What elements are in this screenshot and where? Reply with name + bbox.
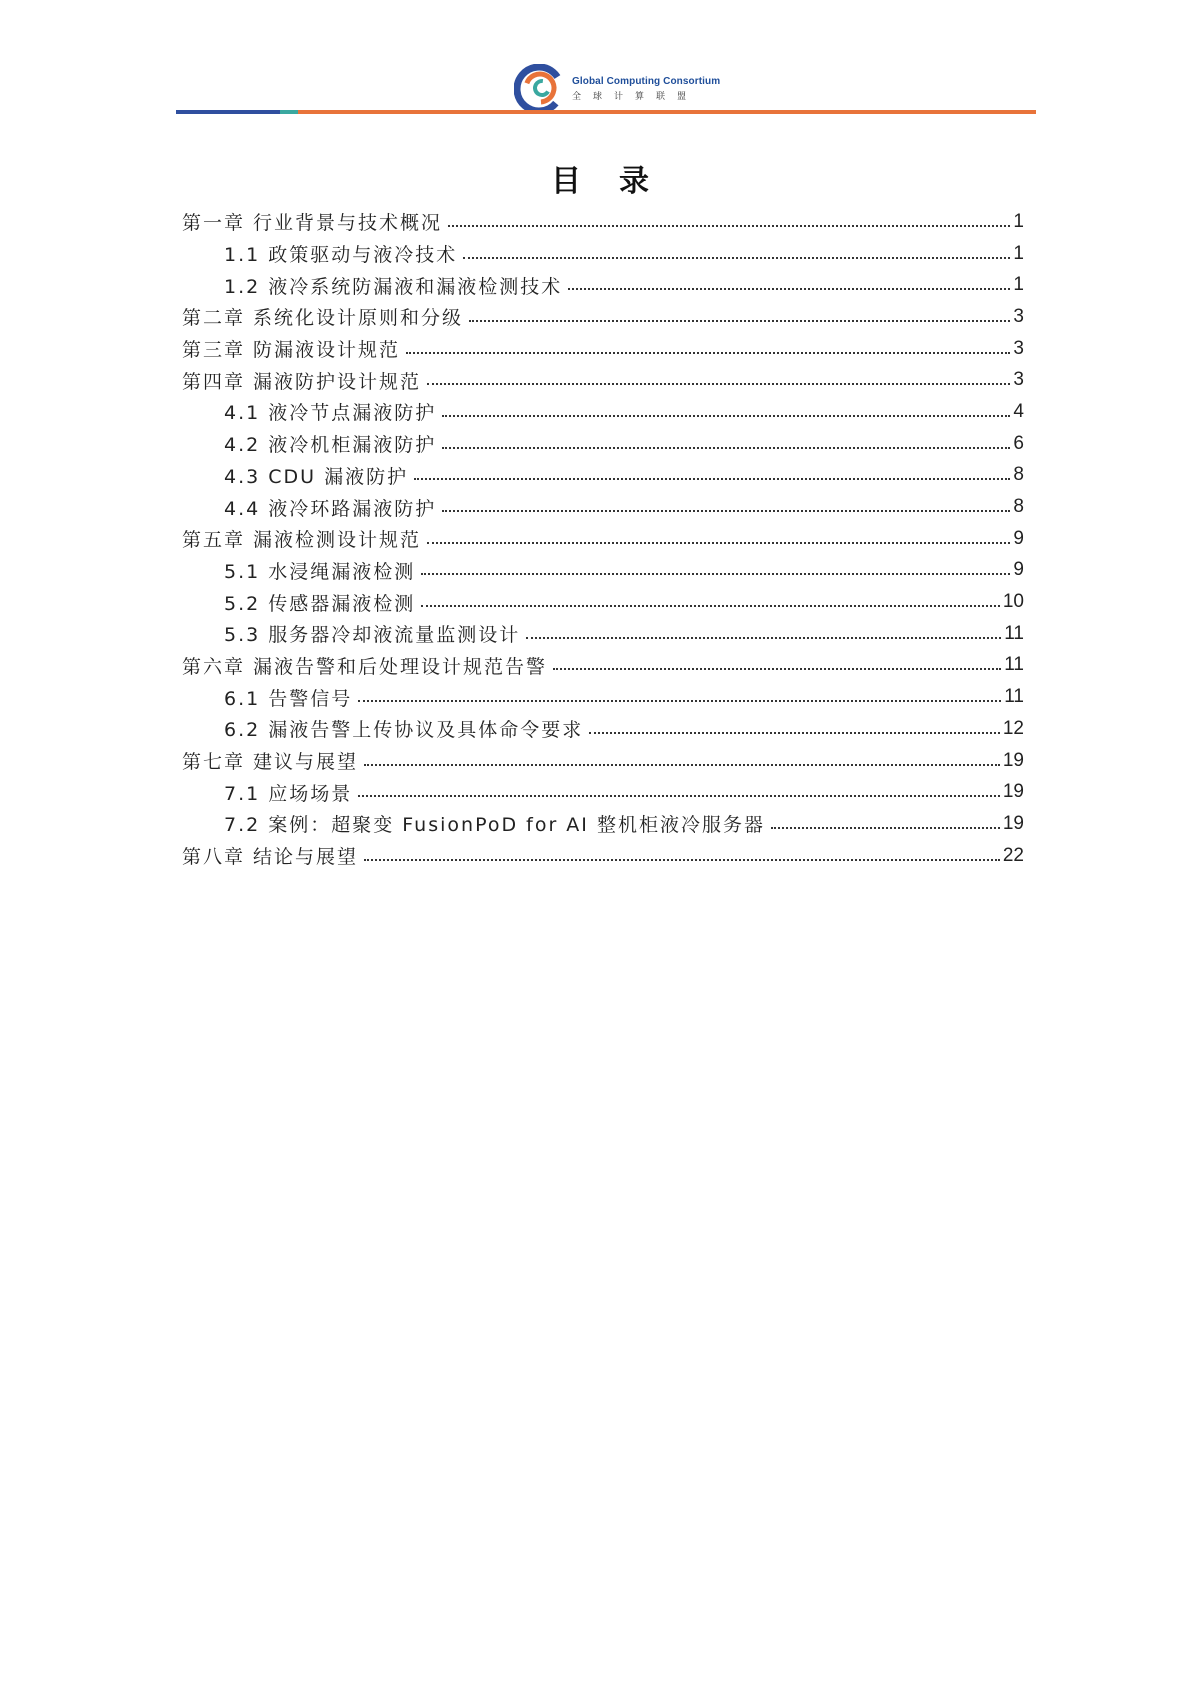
toc-chapter-entry[interactable] [182,364,1024,396]
toc-entry-label: 4.4 液冷环路漏液防护 [224,497,437,520]
logo-english-name: Global Computing Consortium [572,75,721,87]
toc-leader-dots [442,415,1010,417]
toc-section-entry[interactable] [182,555,1024,587]
toc-title: 目录 [551,164,687,199]
toc-leader-dots [414,478,1010,480]
toc-page-number: 11 [1004,654,1024,676]
toc-leader-dots [406,352,1010,354]
toc-page-number: 8 [1013,496,1024,518]
header-bar-orange [298,110,1036,114]
toc-leader-dots [358,795,1000,797]
toc-page-number: 19 [1002,749,1024,771]
toc-section-entry[interactable] [182,586,1024,618]
gcc-logo [514,64,764,114]
toc-leader-dots [427,542,1010,544]
toc-page-number: 22 [1002,844,1024,866]
header-color-bar [176,110,1036,114]
toc-page-number: 8 [1013,464,1024,486]
toc-entry-label: 第三章 防漏液设计规范 [182,339,401,362]
toc-leader-dots [463,257,1010,259]
toc-page-number: 12 [1002,717,1024,739]
toc-leader-dots [442,510,1010,512]
toc-section-entry[interactable] [182,491,1024,523]
toc-section-entry[interactable] [182,808,1024,840]
toc-leader-dots [568,288,1010,290]
toc-entry-label: 5.2 传感器漏液检测 [224,592,416,615]
toc-page-number: 11 [1004,686,1024,708]
toc-entry-label: 6.2 漏液告警上传协议及具体命令要求 [224,719,584,742]
toc-entry-label: 第一章 行业背景与技术概况 [182,212,443,235]
toc-section-entry[interactable] [182,238,1024,270]
page-header [176,58,1036,118]
toc-page-number: 3 [1013,369,1024,391]
toc-page-number: 1 [1013,210,1024,232]
toc-page-number: 6 [1013,432,1024,454]
toc-entry-label: 1.1 政策驱动与液冷技术 [224,244,458,267]
toc-section-entry[interactable] [182,681,1024,713]
gcc-logo-icon [514,64,564,114]
toc-chapter-entry[interactable] [182,301,1024,333]
toc-entry-label: 7.1 应场场景 [224,782,353,805]
logo-chinese-name: 全球计算联盟 [572,91,699,102]
toc-page-number: 19 [1002,781,1024,803]
toc-entry-label: 1.2 液冷系统防漏液和漏液检测技术 [224,275,563,298]
toc-chapter-entry[interactable] [182,840,1024,872]
toc-leader-dots [442,447,1010,449]
toc-entry-label: 6.1 告警信号 [224,687,353,710]
toc-leader-dots [427,383,1010,385]
toc-chapter-entry[interactable] [182,650,1024,682]
toc-leader-dots [469,320,1010,322]
toc-section-entry[interactable] [182,269,1024,301]
toc-leader-dots [364,764,1000,766]
toc-chapter-entry[interactable] [182,523,1024,555]
toc-page-number: 11 [1004,622,1024,644]
toc-section-entry[interactable] [182,776,1024,808]
toc-section-entry[interactable] [182,713,1024,745]
toc-entry-label: 第五章 漏液检测设计规范 [182,529,422,552]
toc-section-entry[interactable] [182,460,1024,492]
toc-leader-dots [364,859,1000,861]
toc-leader-dots [771,827,1000,829]
toc-page-number: 9 [1013,559,1024,581]
toc-leader-dots [526,637,1001,639]
toc-section-entry[interactable] [182,618,1024,650]
toc-leader-dots [553,668,1001,670]
toc-leader-dots [421,573,1010,575]
toc-chapter-entry[interactable] [182,745,1024,777]
toc-section-entry[interactable] [182,396,1024,428]
toc-entry-label: 4.3 CDU 漏液防护 [224,465,409,488]
header-bar-blue [176,110,280,114]
toc-entry-label: 第四章 漏液防护设计规范 [182,370,422,393]
toc-entry-label: 4.2 液冷机柜漏液防护 [224,434,437,457]
toc-entry-label: 第七章 建议与展望 [182,751,359,774]
toc-page-number: 9 [1013,527,1024,549]
toc-entry-label: 第二章 系统化设计原则和分级 [182,307,464,330]
toc-page-number: 4 [1013,400,1024,422]
toc-leader-dots [589,732,1000,734]
toc-page-number: 19 [1002,812,1024,834]
toc-page-number: 3 [1013,305,1024,327]
toc-entry-label: 第八章 结论与展望 [182,846,359,869]
toc-section-entry[interactable] [182,428,1024,460]
toc-page-number: 10 [1002,591,1024,613]
toc-leader-dots [421,605,1000,607]
toc-entry-label: 4.1 液冷节点漏液防护 [224,402,437,425]
toc-chapter-entry[interactable] [182,333,1024,365]
toc-leader-dots [358,700,1001,702]
toc-entry-label: 第六章 漏液告警和后处理设计规范告警 [182,655,548,678]
header-bar-teal [280,110,298,114]
table-of-contents [182,206,1024,871]
toc-entry-label: 5.1 水浸绳漏液检测 [224,560,416,583]
toc-leader-dots [448,225,1010,227]
toc-entry-label: 5.3 服务器冷却液流量监测设计 [224,624,521,647]
toc-page-number: 1 [1013,242,1024,264]
toc-entry-label: 7.2 案例：超聚变 FusionPoD for AI 整机柜液冷服务器 [224,814,765,837]
toc-page-number: 1 [1013,274,1024,296]
toc-page-number: 3 [1013,337,1024,359]
toc-chapter-entry[interactable] [182,206,1024,238]
